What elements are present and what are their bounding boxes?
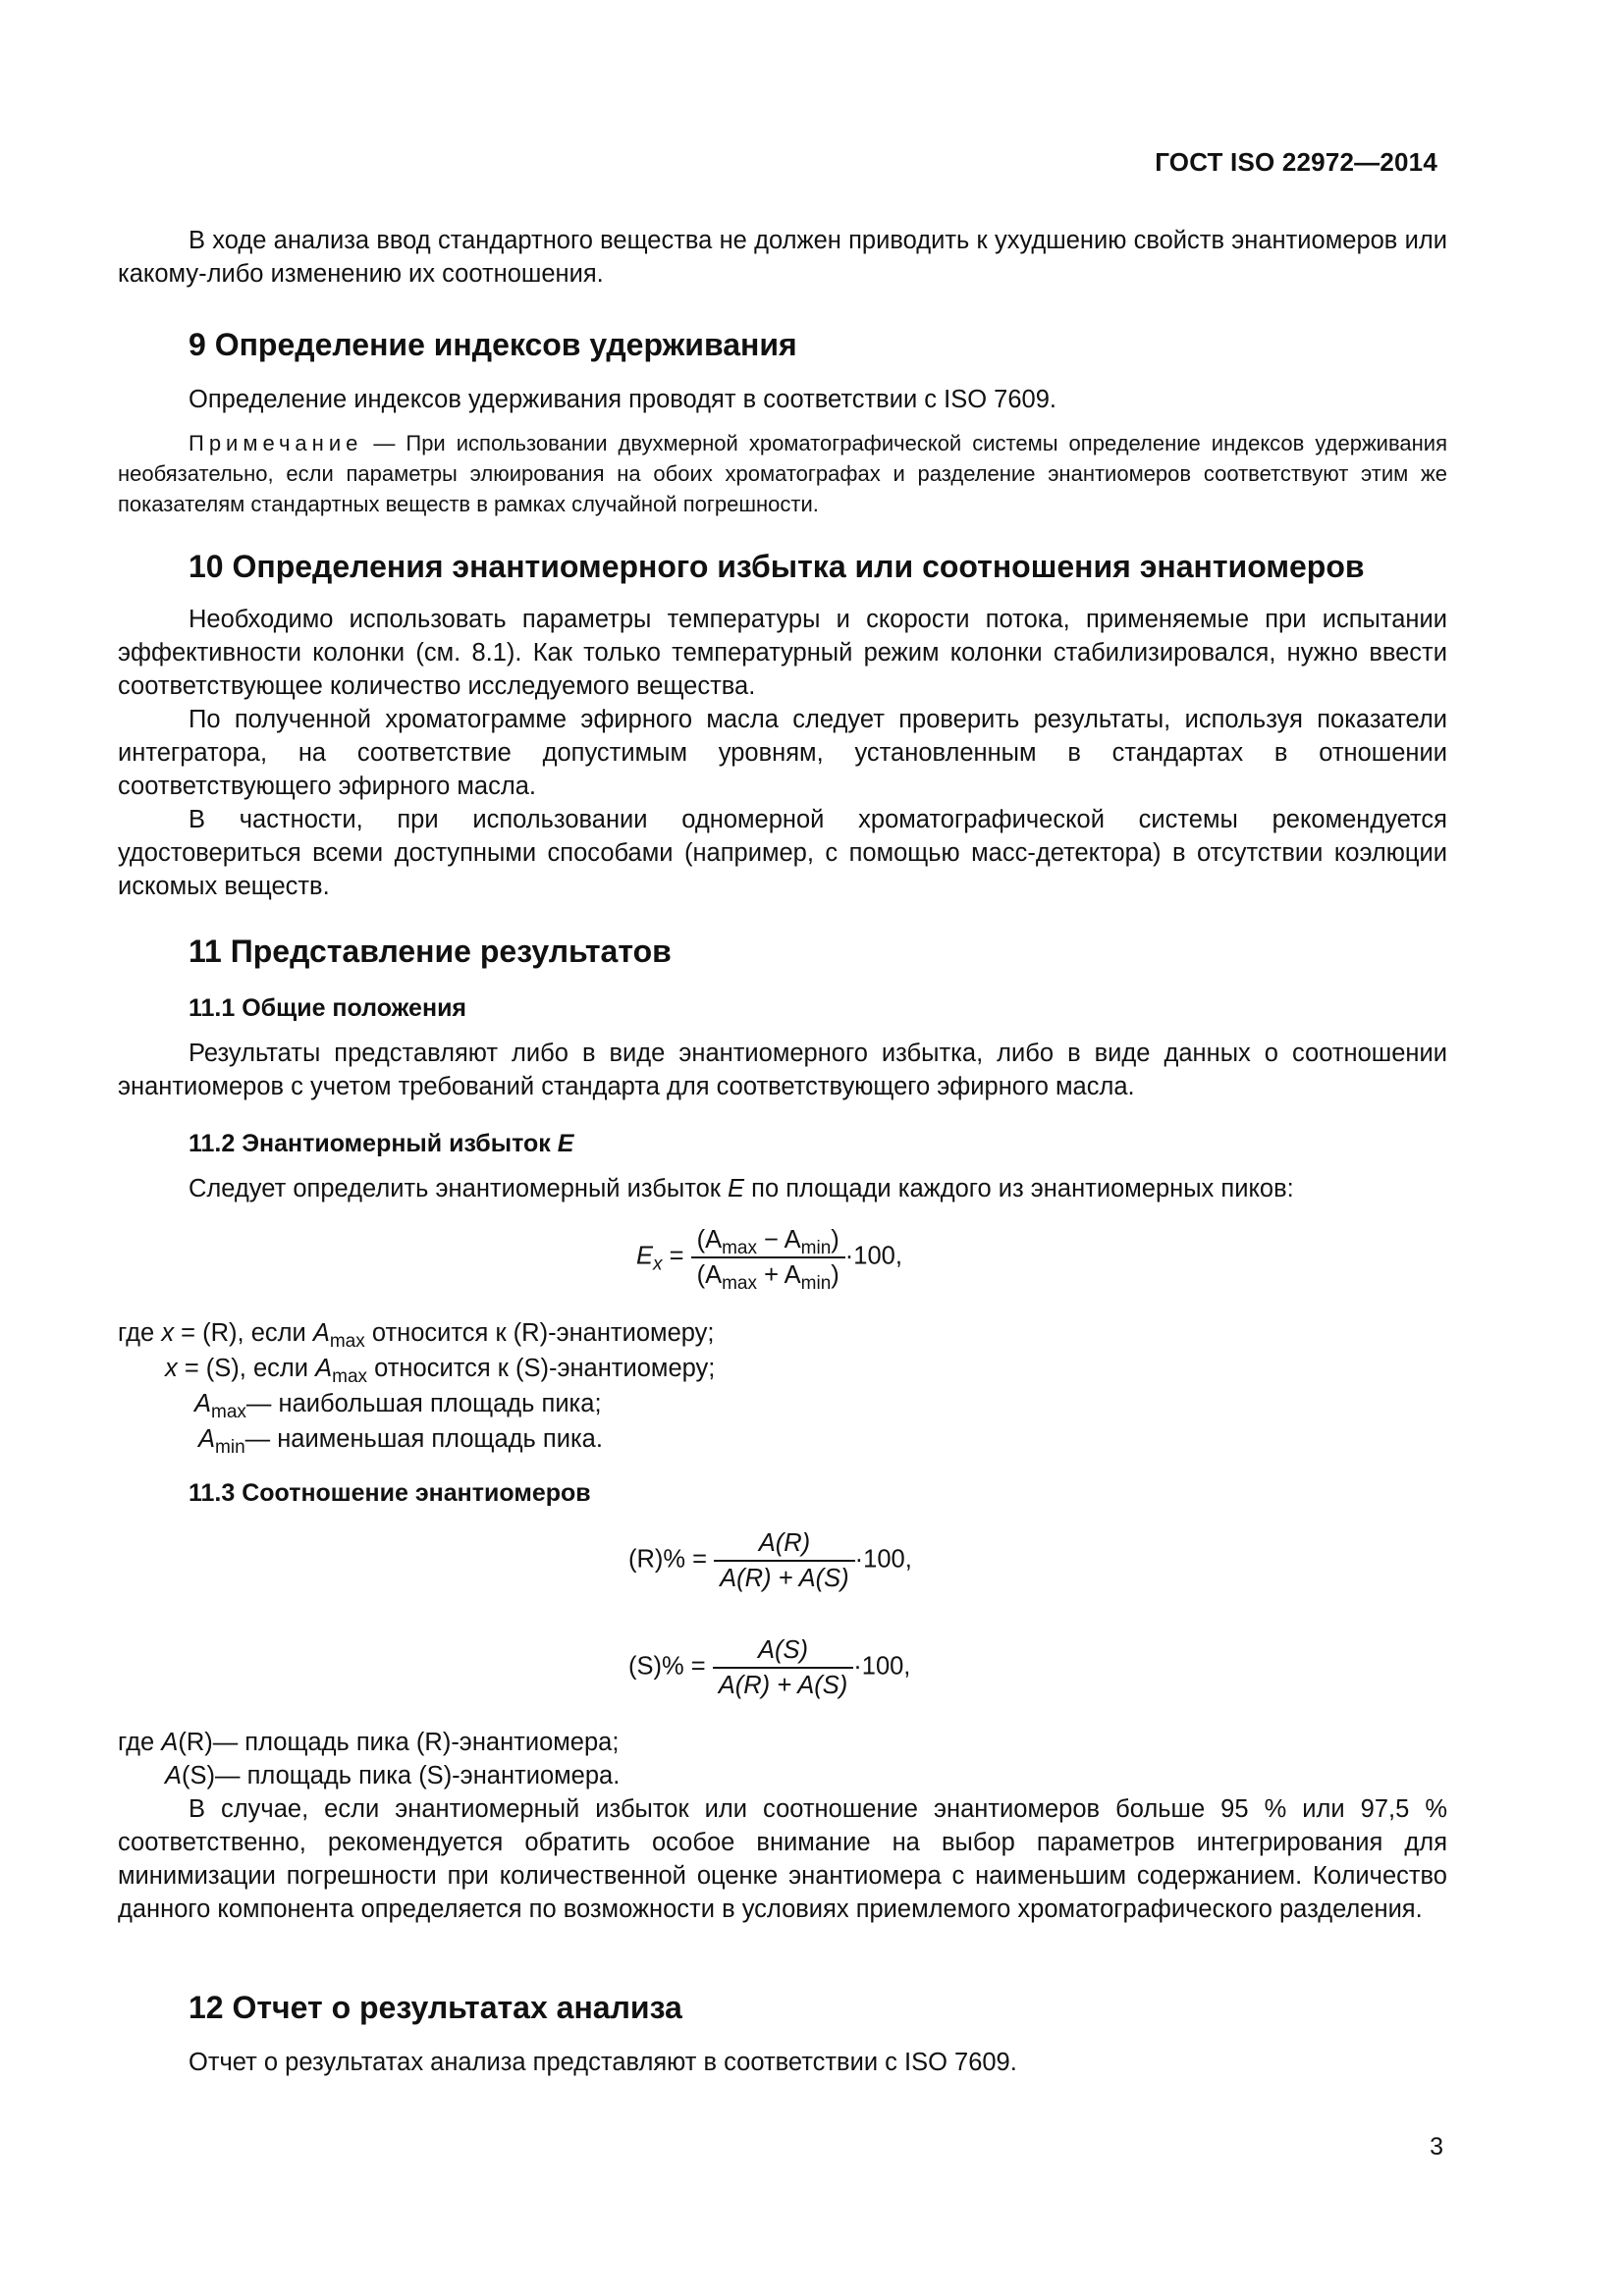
formula-enantiomeric-excess: $E_x$ = $\frac{(A_{max} - A_{min})}{(A_{max} + A_{min})}$ ·100, — [636, 1223, 902, 1292]
section-12-title: 12 Отчет о результатах анализа — [189, 1990, 682, 2025]
def-x-s: x = (S), если $A_{max}$ относится к (S)-энантиомеру; — [165, 1355, 716, 1387]
page-number: 3 — [1430, 2133, 1443, 2161]
section-10-paragraph-3: В частности, при использовании одномерной хроматографической системы рекомендуется удостовериться всеми доступными способами (например, с помощью масс-детектора) в отсутствии коэлюции искомых веществ. — [118, 806, 1447, 900]
section-9-note: Примечание — При использовании двухмерной хроматографической системы определение индексов удерживания необязательно, если параметры элюирования на обоих хроматографах и разделение энантиомеров соответствуют этим же показателям стандартных веществ в рамках случайной погрешности. — [118, 431, 1447, 516]
section-11-2-paragraph: Следует определить энантиомерный избыток E по площади каждого из энантиомерных пиков: — [189, 1175, 1294, 1202]
def-a-s: A(S)— площадь пика (S)-энантиомера. — [165, 1762, 621, 1789]
section-9-paragraph: Определение индексов удерживания проводят в соответствии с ISO 7609. — [189, 386, 1056, 413]
def-a-max: $A_{max}—$ наибольшая площадь пика; — [194, 1390, 602, 1422]
section-11-1-paragraph: Результаты представляют либо в виде энантиомерного избытка, либо в виде данных о соотношении энантиомеров с учетом требований стандарта для соответствующего эфирного масла. — [118, 1040, 1447, 1100]
section-12-paragraph: Отчет о результатах анализа представляют в соответствии с ISO 7609. — [189, 2049, 1017, 2076]
section-11-1-title: 11.1 Общие положения — [189, 994, 467, 1022]
definitions-e — [118, 1315, 715, 1457]
def-x-r: где x = (R), если $A_{max}$ относится к (R)-энантиомеру; — [118, 1319, 715, 1352]
def-a-min: $A_{min}—$ наименьшая площадь пика. — [198, 1425, 603, 1458]
formula-s-percent: (S)% = $\frac{A(S)}{A(R) + A(S)}$ ·100, — [628, 1633, 910, 1702]
formula-r-percent: (R)% = $\frac{A(R)}{A(R) + A(S)}$ ·100, — [628, 1526, 912, 1595]
section-10-paragraph-1: Необходимо использовать параметры температуры и скорости потока, применяемые при испытании эффективности колонки (см. 8.1). Как только температурный режим колонки стабилизировался, нужно ввести соответствующее количество исследуемого вещества. — [118, 606, 1447, 700]
section-10-title: 10 Определения энантиомерного избытка или соотношения энантиомеров — [189, 549, 1365, 584]
document-header: ГОСТ ISO 22972—2014 — [1155, 147, 1437, 177]
fraction: $\frac{(A_{max} - A_{min})}{(A_{max} + A_{min})}$ — [691, 1223, 845, 1292]
note-label: Примечание — [189, 431, 363, 455]
section-9-title: 9 Определение индексов удерживания — [189, 327, 797, 362]
section-11-3-title: 11.3 Соотношение энантиомеров — [189, 1479, 591, 1507]
section-11-final-paragraph: В случае, если энантиомерный избыток или соотношение энантиомеров больше 95 % или 97,5 % соответственно, рекомендуется обратить особое внимание на выбор параметров интегрирования для минимизации погрешности при количественной оценке энантиомера с наименьшим содержанием. Количество данного компонента определяется по возможности в условиях приемлемого хроматографического разделения. — [118, 1795, 1447, 1923]
section-11-title: 11 Представление результатов — [189, 934, 672, 969]
section-11-2-title: 11.2 Энантиомерный избыток E — [189, 1130, 574, 1157]
section-10-paragraph-2: По полученной хроматограмме эфирного масла следует проверить результаты, используя показатели интегратора, на соответствие допустимым уровням, установленным в стандартах в отношении соответствующего эфирного масла. — [118, 706, 1447, 800]
def-a-r: где A(R)— площадь пика (R)-энантиомера; — [118, 1729, 620, 1756]
intro-paragraph: В ходе анализа ввод стандартного вещества не должен приводить к ухудшению свойств энантиомеров или какому-либо изменению их соотношения. — [118, 227, 1447, 288]
definitions-rs — [118, 1726, 620, 1792]
